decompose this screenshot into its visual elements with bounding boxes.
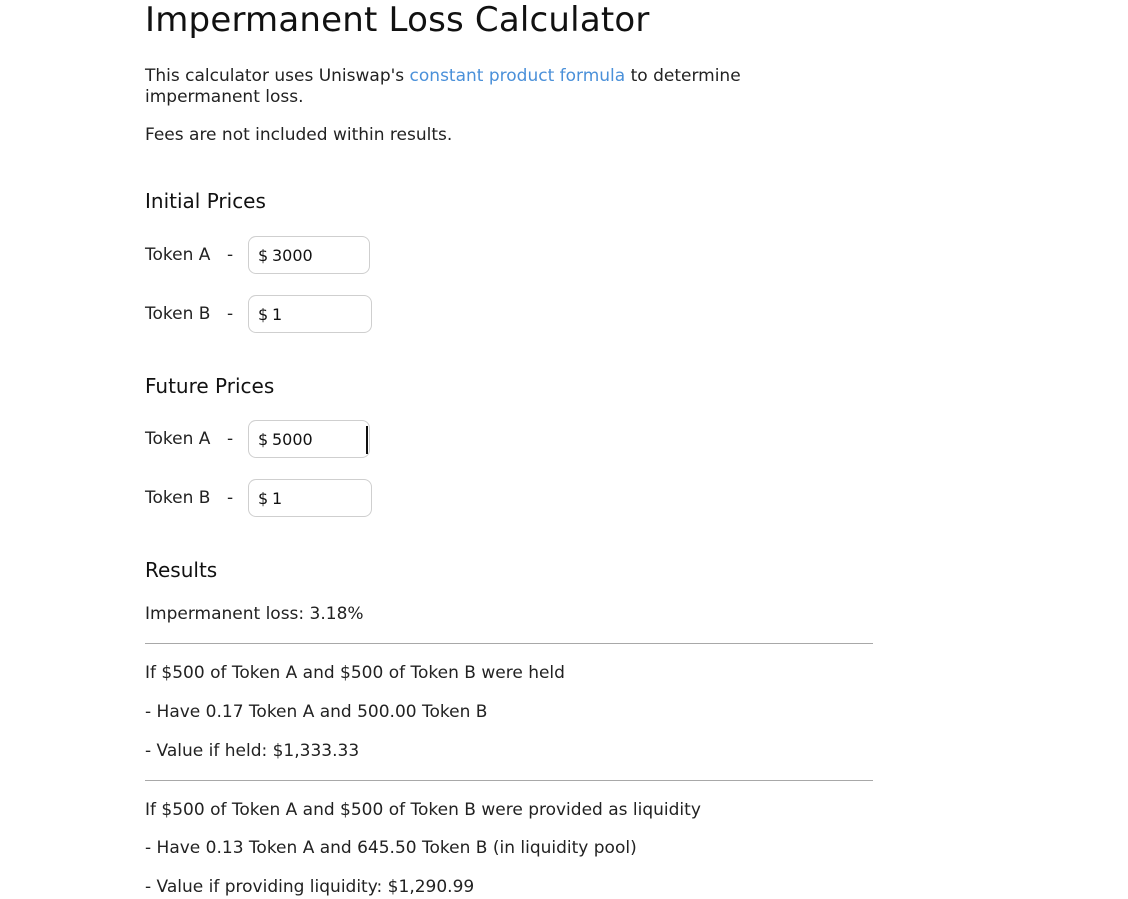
initial-token-b-price-input[interactable] <box>272 303 357 325</box>
liquidity-scenario-value: - Value if providing liquidity: $1,290.99 <box>145 877 475 897</box>
dollar-sign: $ <box>258 489 269 508</box>
results-divider <box>145 780 873 781</box>
dollar-sign: $ <box>258 305 269 324</box>
liquidity-scenario-holdings: - Have 0.13 Token A and 645.50 Token B (in liquidity pool) <box>145 838 637 858</box>
initial-prices-heading: Initial Prices <box>145 189 266 213</box>
future-prices-heading: Future Prices <box>145 374 275 398</box>
results-heading: Results <box>145 558 218 582</box>
dollar-sign: $ <box>258 246 269 265</box>
initial-token-a-row <box>145 236 385 276</box>
initial-token-b-dash: - <box>227 304 234 324</box>
held-scenario-header: If $500 of Token A and $500 of Token B were held <box>145 663 565 683</box>
future-token-a-row <box>145 420 385 460</box>
future-token-a-dash: - <box>227 429 234 449</box>
fees-note: Fees are not included within results. <box>145 125 453 145</box>
future-token-b-price-input[interactable] <box>272 487 357 509</box>
intro-text-before: This calculator uses Uniswap's <box>145 66 410 86</box>
intro-text-after: to determine impermanent loss. <box>145 66 741 107</box>
held-scenario-value: - Value if held: $1,333.33 <box>145 741 360 761</box>
intro-text <box>145 66 805 108</box>
initial-token-a-dash: - <box>227 245 234 265</box>
impermanent-loss-result: Impermanent loss: 3.18% <box>145 604 364 624</box>
initial-token-b-price-box[interactable] <box>248 295 372 333</box>
initial-token-b-label: Token B <box>145 304 211 324</box>
text-cursor <box>366 426 368 454</box>
future-token-a-label: Token A <box>145 429 211 449</box>
dollar-sign: $ <box>258 430 269 449</box>
future-token-a-price-input[interactable] <box>272 428 357 450</box>
initial-token-a-label: Token A <box>145 245 211 265</box>
future-token-a-price-box[interactable] <box>248 420 370 458</box>
results-divider <box>145 643 873 644</box>
future-token-b-label: Token B <box>145 488 211 508</box>
future-token-b-dash: - <box>227 488 234 508</box>
initial-token-a-price-input[interactable] <box>272 244 357 266</box>
future-token-b-price-box[interactable] <box>248 479 372 517</box>
initial-token-a-price-box[interactable] <box>248 236 370 274</box>
liquidity-scenario-header: If $500 of Token A and $500 of Token B were provided as liquidity <box>145 800 701 820</box>
constant-product-formula-link[interactable]: constant product formula <box>409 66 626 86</box>
initial-token-b-row <box>145 295 385 335</box>
page-title: Impermanent Loss Calculator <box>145 0 650 40</box>
held-scenario-holdings: - Have 0.17 Token A and 500.00 Token B <box>145 702 488 722</box>
future-token-b-row <box>145 479 385 519</box>
